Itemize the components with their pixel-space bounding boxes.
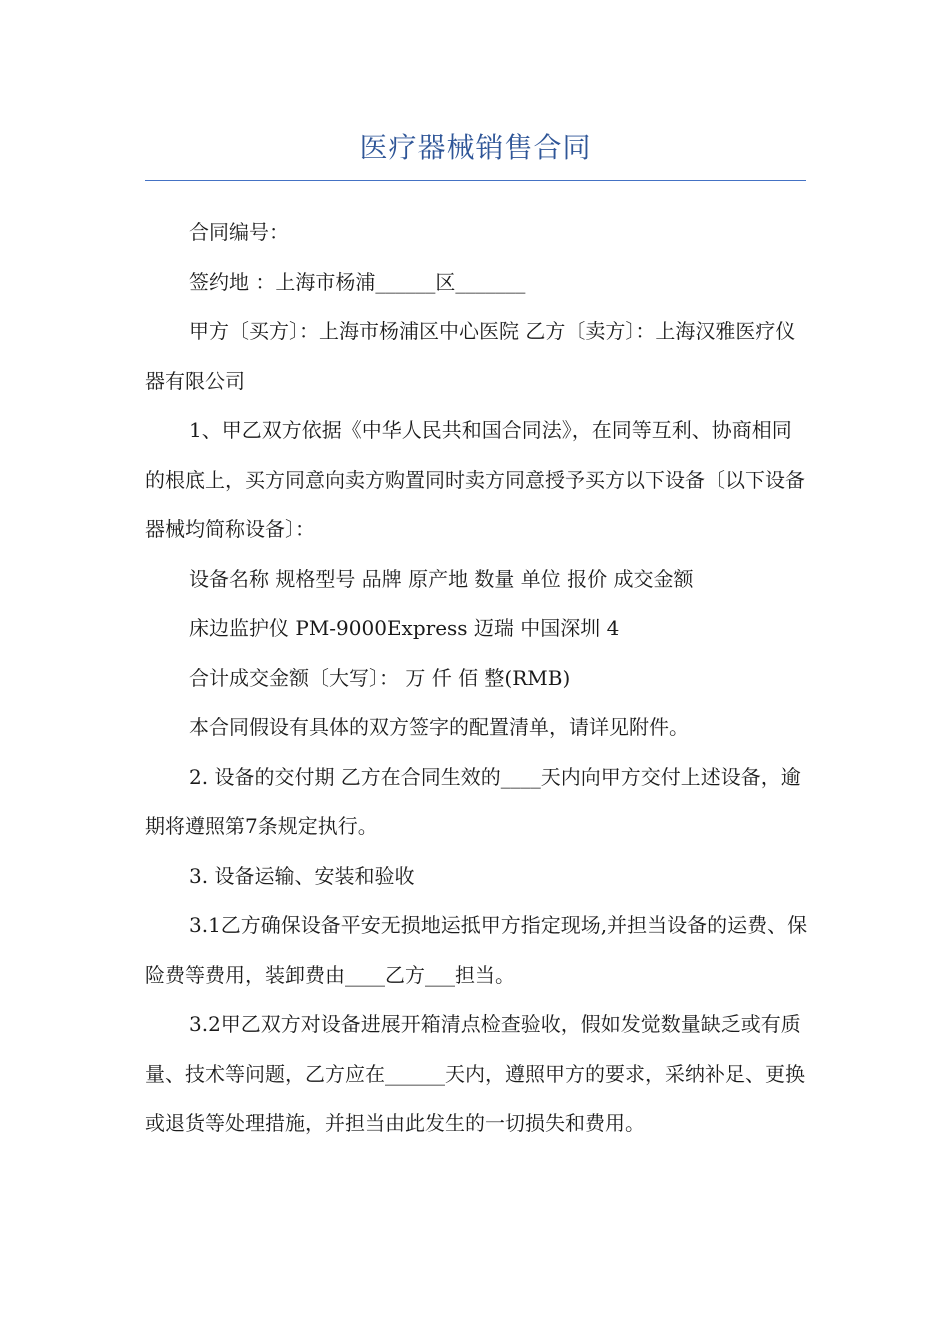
equipment-header-line: 设备名称 规格型号 品牌 原产地 数量 单位 报价 成交金额 (189, 566, 694, 591)
clause-1-paragraph: 1、甲乙双方依据《中华人民共和国合同法》，在同等互利、协商相同的根底上，买方同意向卖方购置同时卖方同意授予买方以下设备〔以下设备器械均简称设备〕： (145, 418, 805, 541)
document-title: 医疗器械销售合同 (359, 131, 592, 164)
equipment-item-line: 床边监护仪 PM-9000Express 迈瑞 中国深圳 4 (189, 616, 620, 640)
parties-paragraph: 甲方〔买方〕：上海市杨浦区中心医院 乙方〔卖方〕：上海汉雅医疗仪器有限公司 (145, 319, 796, 393)
title-underline (145, 180, 806, 181)
clause-3-2-paragraph: 3.2甲乙双方对设备进展开箱清点检查验收，假如发觉数量缺乏或有质量、技术等问题，乙方应在______天内，遵照甲方的要求，采纳补足、更换或退货等处理措施，并担当由此发生的一切损失和费用。 (145, 1012, 805, 1135)
attachment-note-line: 本合同假设有具体的双方签字的配置清单，请详见附件。 (189, 715, 689, 739)
total-amount-line: 合计成交金额〔大写〕： 万 仟 佰 整(RMB) (189, 665, 571, 690)
clause-3-heading: 3. 设备运输、安装和验收 (189, 863, 415, 888)
document-body (145, 208, 810, 1149)
contract-number-line: 合同编号： (189, 220, 289, 244)
signing-place-line: 签约地 ：上海市杨浦______区_______ (189, 269, 526, 294)
clause-2-paragraph: 2. 设备的交付期 乙方在合同生效的____天内向甲方交付上述设备，逾期将遵照第7条规定执行。 (145, 764, 801, 838)
clause-3-1-paragraph: 3.1乙方确保设备平安无损地运抵甲方指定现场,并担当设备的运费、保险费等费用，装卸费由____乙方___担当。 (145, 913, 808, 987)
